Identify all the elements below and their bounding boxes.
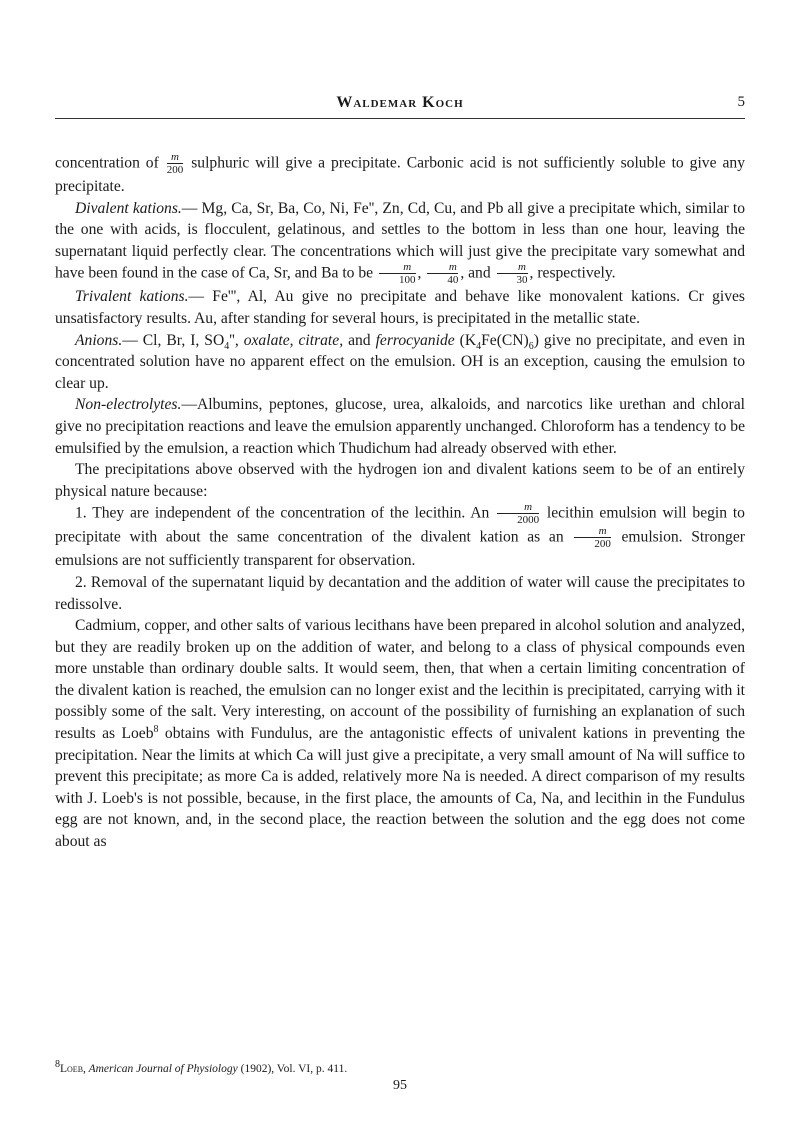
footnote-mark: 8 xyxy=(55,1059,60,1071)
text-span: , and xyxy=(460,264,491,282)
paragraph-point-2: 2. Removal of the supernatant liquid by decantation and the addition of water will cause the precipitates to redissolve. xyxy=(55,573,745,613)
fraction-denominator: 200 xyxy=(574,537,611,550)
fraction-m-40 xyxy=(427,262,458,286)
text-span: ) give no precipitate, and even in concentrated solution have no apparent effect on the emulsion. OH is an exception, causing the emulsion to clear up. xyxy=(55,331,746,392)
section-label: Anions. xyxy=(75,331,123,349)
paragraph-acid-continuation xyxy=(55,152,745,198)
text-span: '', xyxy=(229,331,244,349)
paragraph-physical-nature: The precipitations above observed with the hydrogen ion and divalent kations seem to be of an entirely physical nature because: xyxy=(55,461,745,500)
subscript: 6 xyxy=(528,340,534,352)
fraction-numerator: m xyxy=(171,151,179,163)
body-text xyxy=(55,152,745,853)
fraction-numerator: m xyxy=(598,525,607,538)
footnote-rest: (1902), Vol. VI, p. 411. xyxy=(237,1063,348,1075)
footnote-author: Loeb, xyxy=(60,1063,86,1075)
text-span: (K xyxy=(454,331,477,349)
subscript: 4 xyxy=(224,340,230,352)
fraction-m-2000 xyxy=(497,502,539,526)
text-span: obtains with Fundulus, are the antagonistic effects of univalent kations in preventing the precipitation. Near the limits at which Ca will just give a precipitate, a very small amount of Na will suffice to prevent this precipitate; as more Ca is added, relatively more Na is needed. A direct comparison of my results with J. Loeb's is not possible, because, in the first place, the amounts of Ca, Na, and lecithin in the Fundulus egg are not known, and, in the second place, the reaction between the solution and the egg does not come about as xyxy=(55,725,745,851)
text-span: lecithin emulsion will begin to precipitate with about the same concentration of the divalent kation as an xyxy=(55,504,745,546)
fraction-m-200 xyxy=(167,152,184,176)
italic-term: ferrocyanide xyxy=(375,331,455,349)
fraction-numerator: m xyxy=(524,501,533,514)
fraction-numerator: m xyxy=(403,261,412,274)
fraction-m-30 xyxy=(497,262,528,286)
section-label: Non-electrolytes. xyxy=(75,396,182,414)
paragraph-anions xyxy=(55,330,745,395)
page-number: 5 xyxy=(737,94,745,110)
subscript: 4 xyxy=(476,340,482,352)
text-span: , xyxy=(417,264,422,282)
fraction-m-200 xyxy=(574,526,611,550)
text-span: 1. They are independent of the concentration of the lecithin. An xyxy=(75,504,490,522)
text-span: Cadmium, copper, and other salts of various lecithans have been prepared in alcohol solution and analyzed, but they are readily broken up on the addition of water, and belong to a class of physical compounds even more unstable than ordinary double salts. It would seem, then, that when a certain limiting concentration of the divalent kation is reached, the emulsion can no longer exist and the lecithin is precipitated, carrying with it possibly some of the salt. Very interesting, on account of the possibility of furnishing an explanation of such results as Loeb xyxy=(55,617,745,743)
fraction-numerator: m xyxy=(448,261,457,274)
text-span: —Albumins, peptones, glucose, urea, alkaloids, and narcotics like urethan and chloral give no precipitation reactions and leave the emulsion apparently unchanged. Chloroform has a tendency to be emulsified by the emulsion, a reaction which Thudichum had already observed with ether. xyxy=(55,396,745,457)
fraction-denominator: 100 xyxy=(379,273,416,286)
fraction-denominator: 30 xyxy=(497,273,528,286)
footnote-ref: 8 xyxy=(153,723,159,735)
text-span: , respectively. xyxy=(529,264,616,282)
fraction-denominator: 200 xyxy=(166,164,184,176)
text-span: and xyxy=(343,331,376,349)
paragraph-point-1 xyxy=(55,502,745,572)
paragraph-divalent-kations xyxy=(55,198,745,287)
text-span: emulsion. Stronger emulsions are not sufficiently transparent for observation. xyxy=(55,528,745,570)
footer-page-number: 95 xyxy=(393,1078,407,1093)
section-label: Trivalent kations. xyxy=(75,288,189,306)
footnote xyxy=(55,1059,745,1076)
running-head xyxy=(55,92,745,119)
text-span: — Cl, Br, I, SO xyxy=(122,331,225,349)
fraction-denominator: 40 xyxy=(427,273,458,286)
paragraph-non-electrolytes xyxy=(55,394,745,459)
section-label: Divalent kations. xyxy=(75,199,182,217)
paragraph-trivalent-kations xyxy=(55,286,745,329)
text-span: Fe(CN) xyxy=(481,331,529,349)
paragraph-cadmium xyxy=(55,615,745,853)
running-title: Waldemar Koch xyxy=(336,94,464,111)
footnote-journal: American Journal of Physiology xyxy=(85,1063,238,1075)
fraction-m-100 xyxy=(379,262,416,286)
fraction-numerator: m xyxy=(518,261,526,274)
text-span: — Fe''', Al, Au give no precipitate and behave like monovalent kations. Cr gives unsatisfactory results. Au, after standing for several hours, is precipitated in the metallic state. xyxy=(55,288,745,327)
text-span: sulphuric will give a precipitate. Carbonic acid is not sufficiently soluble to give any precipitate. xyxy=(55,154,745,195)
italic-term: oxalate, citrate, xyxy=(243,331,344,349)
fraction-denominator: 2000 xyxy=(497,513,539,526)
text-span: — Mg, Ca, Sr, Ba, Co, Ni, Fe'', Zn, Cd, Cu, and Pb all give a precipitate which, similar to the one with acids, is flocculent, gelatinous, and settles to the bottom in less than one hour, leaving the supernatant liquid perfectly clear. The concentrations which will just give the precipitate vary somewhat and have been found in the case of Ca, Sr, and Ba to be xyxy=(55,199,745,282)
text-span: concentration of xyxy=(55,154,159,172)
